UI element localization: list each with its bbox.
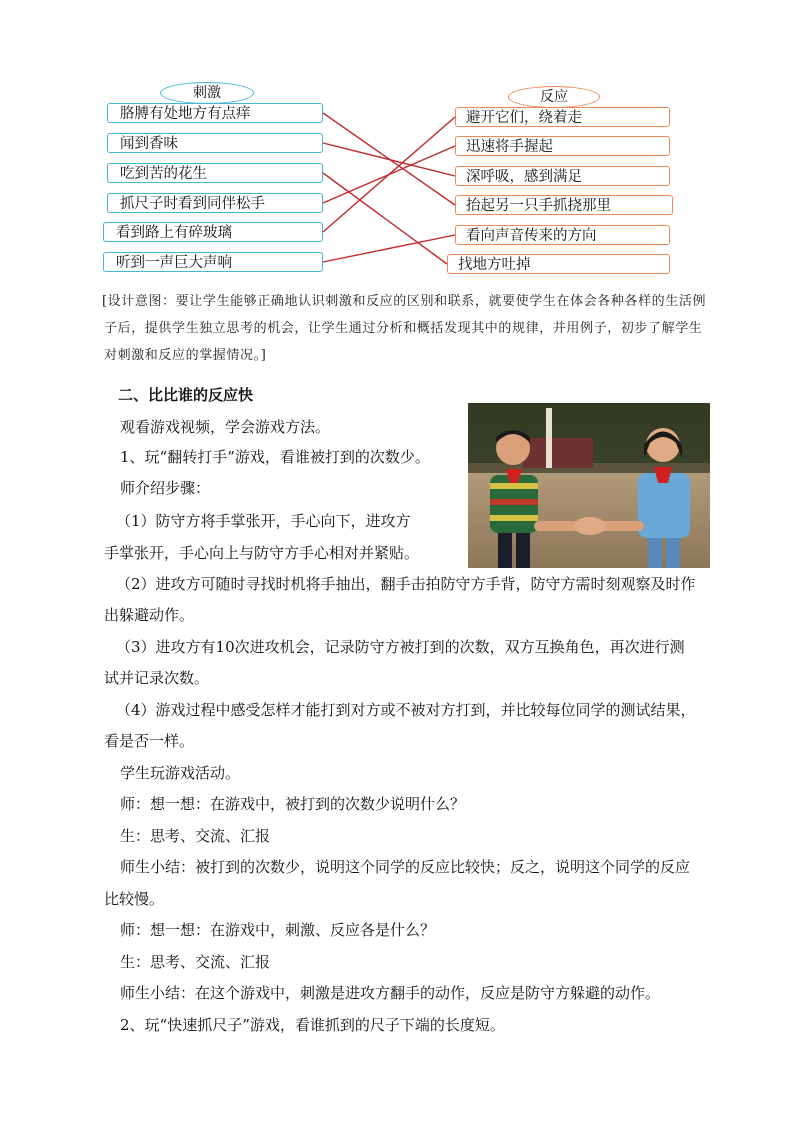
text-line: 师介绍步骤：: [120, 479, 211, 497]
text-line: 师：想一想：在游戏中，刺激、反应各是什么？: [120, 921, 436, 939]
text-line: 师生小结：在这个游戏中，刺激是进攻方翻手的动作，反应是防守方躲避的动作。: [120, 984, 661, 1002]
text-line: 看是否一样。: [104, 732, 195, 750]
stimulus-item: 胳膊有处地方有点痒: [107, 103, 323, 123]
text-line: 生：思考、交流、汇报: [120, 953, 271, 971]
text-line: 观看游戏视频，学会游戏方法。: [120, 418, 331, 436]
response-item: 看向声音传来的方向: [455, 225, 670, 245]
text-line: 出躲避动作。: [104, 606, 195, 624]
response-item: 找地方吐掉: [447, 254, 670, 274]
text-line: 比较慢。: [104, 890, 165, 908]
text-line: （2）进攻方可随时寻找时机将手抽出，翻手击拍防守方手背，防守方需时刻观察及时作: [116, 575, 696, 593]
children-playing-image: [468, 403, 710, 568]
response-item: 深呼吸，感到满足: [455, 166, 670, 186]
design-intent: [设计意图：要让学生能够正确地认识刺激和反应的区别和联系，就要使学生在体会各种各样的生活例子后，提供学生独立思考的机会，让学生通过分析和概括发现其中的规律，并用例子，初步了解学生对刺激和反应的掌握情况。]: [102, 294, 707, 363]
stimulus-header: 刺激: [160, 82, 254, 104]
stimulus-item: 抓尺子时看到同伴松手: [107, 193, 323, 213]
text-line: （4）游戏过程中感受怎样才能打到对方或不被对方打到，并比较每位同学的测试结果，: [116, 701, 696, 719]
response-item: 避开它们，绕着走: [455, 107, 670, 127]
text-line: 师：想一想：在游戏中，被打到的次数少说明什么？: [120, 795, 466, 813]
response-item: 迅速将手握起: [455, 136, 670, 156]
text-line: 2、玩“快速抓尺子”游戏，看谁抓到的尺子下端的长度短。: [120, 1016, 505, 1034]
connection-line: [323, 143, 455, 176]
connection-line: [323, 235, 455, 262]
text-line: （1）防守方将手掌张开，手心向下，进攻方: [116, 512, 411, 530]
stimulus-item: 听到一声巨大声响: [103, 252, 323, 272]
text-line: 师生小结：被打到的次数少，说明这个同学的反应比较快；反之，说明这个同学的反应: [120, 858, 691, 876]
text-line: 生：思考、交流、汇报: [120, 827, 271, 845]
connection-line: [323, 117, 455, 232]
text-line: 手掌张开，手心向上与防守方手心相对并紧贴。: [104, 544, 420, 562]
text-line: 1、玩“翻转打手”游戏，看谁被打到的次数少。: [120, 448, 430, 466]
response-header: 反应: [508, 86, 600, 108]
stimulus-item: 看到路上有碎玻璃: [103, 222, 323, 242]
section-title: 二、比比谁的反应快: [118, 386, 254, 404]
text-line: 学生玩游戏活动。: [120, 764, 241, 782]
response-item: 抬起另一只手抓挠那里: [455, 195, 673, 215]
text-line: （3）进攻方有10次进攻机会，记录防守方被打到的次数，双方互换角色，再次进行测: [116, 638, 685, 656]
stimulus-item: 吃到苦的花生: [107, 163, 323, 183]
game-photo: [468, 403, 710, 568]
stimulus-item: 闻到香味: [107, 133, 323, 153]
text-line: 试并记录次数。: [104, 669, 210, 687]
